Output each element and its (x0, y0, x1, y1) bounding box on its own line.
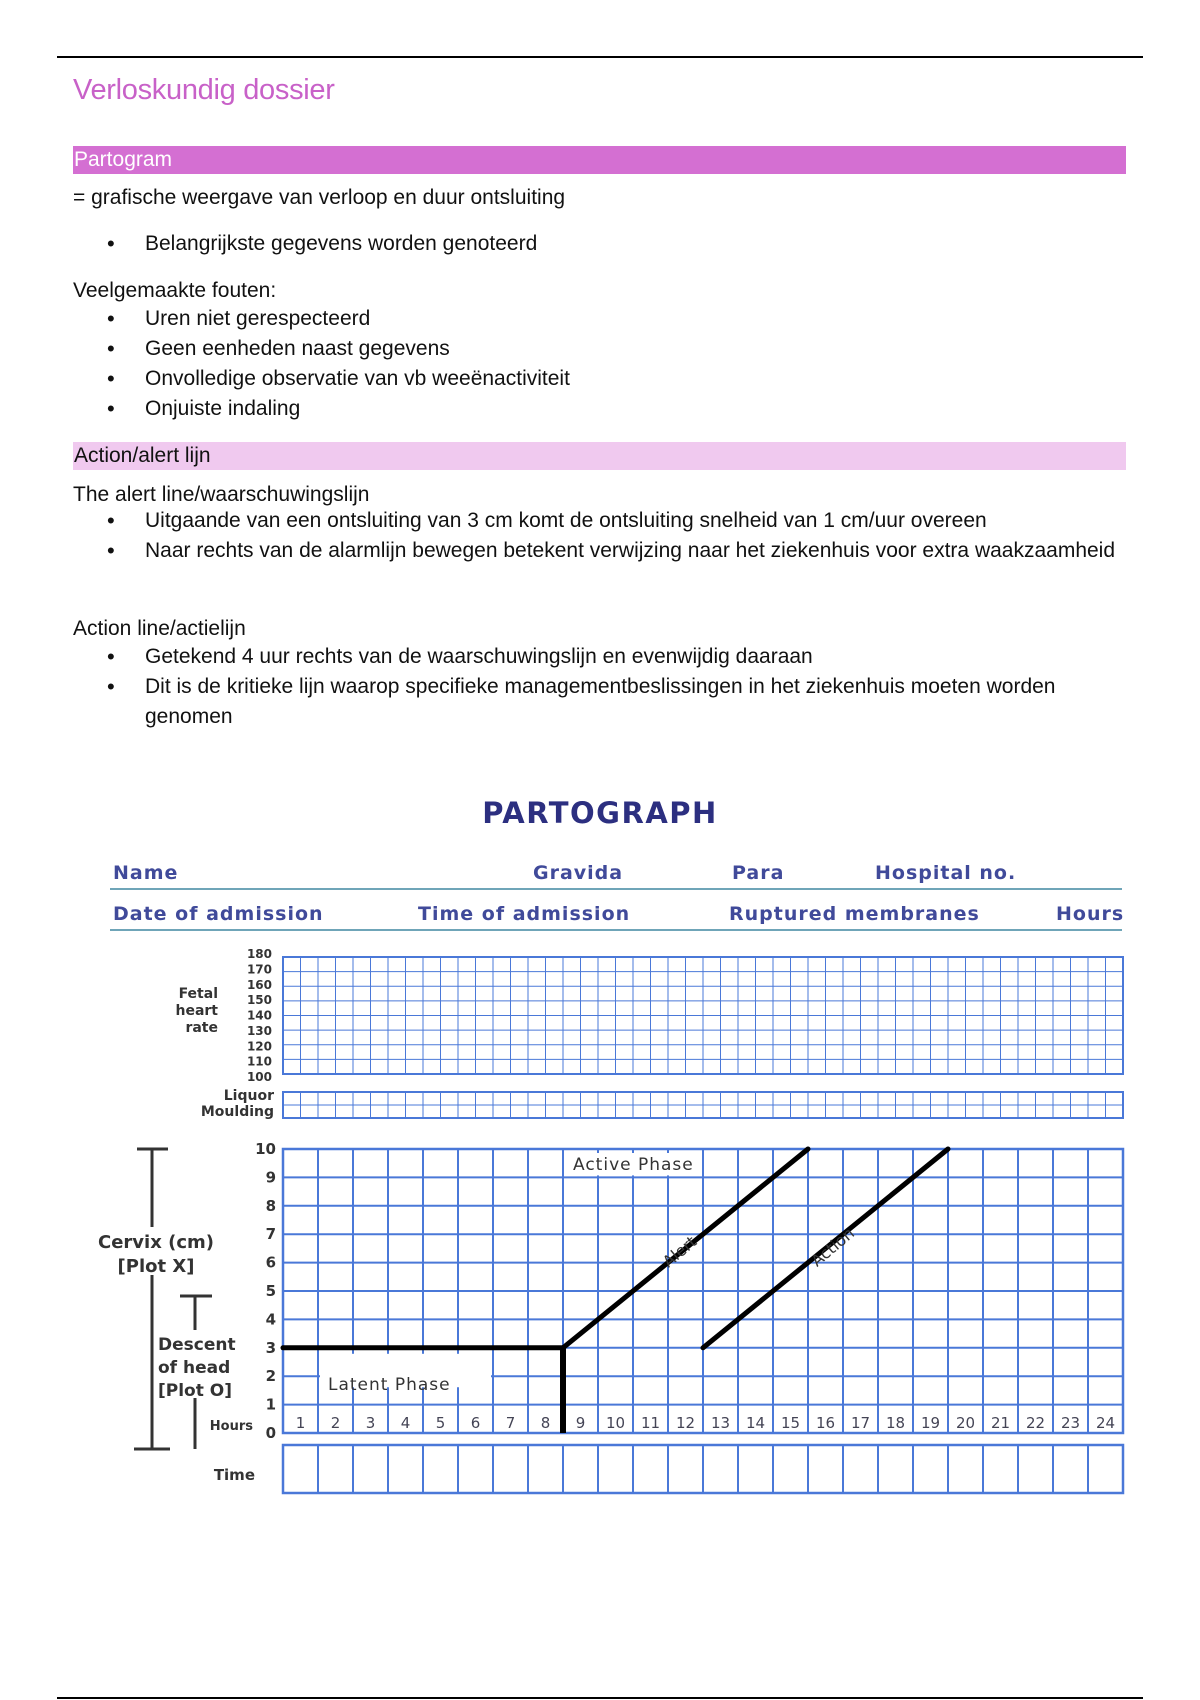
alert-line-label: Alert (658, 1232, 701, 1272)
fhr-tick-label: 120 (246, 1039, 272, 1054)
field-ruptured-membranes: Ruptured membranes (729, 903, 980, 925)
cervix-tick-label: 10 (255, 1140, 276, 1158)
hour-tick-label: 10 (605, 1414, 626, 1432)
hour-tick-label: 4 (400, 1414, 411, 1432)
descent-axis-label: of head (158, 1358, 231, 1378)
cervix-tick-label: 5 (265, 1282, 276, 1300)
hour-tick-label: 9 (575, 1414, 586, 1432)
hour-tick-label: 20 (955, 1414, 976, 1432)
hour-tick-label: 1 (295, 1414, 306, 1432)
cervix-tick-label: 3 (265, 1338, 276, 1357)
hour-tick-label: 11 (640, 1414, 661, 1432)
field-time-of-admission: Time of admission (418, 903, 631, 925)
list-item: • Belangrijkste gegevens worden genoteerd (73, 229, 1133, 259)
liquor-label: Liquor (223, 1088, 274, 1104)
partogram-definition: = grafische weergave van verloop en duur ontsluiting (73, 186, 566, 209)
cervix-tick-label: 9 (265, 1168, 276, 1187)
hour-tick-label: 2 (330, 1414, 341, 1432)
fhr-axis-label: Fetal (178, 986, 218, 1002)
errors-label: Veelgemaakte fouten: (73, 279, 277, 302)
descent-axis-label: Descent (158, 1335, 236, 1355)
list-item: • Dit is de kritieke lijn waarop specifieke managementbeslissingen in het ziekenhuis moeten worden genomen (73, 672, 1133, 732)
cervix-axis-label: Cervix (cm) (98, 1232, 214, 1253)
cervix-tick-label: 7 (265, 1225, 276, 1244)
fhr-axis-label: rate (185, 1020, 218, 1036)
document-title: Verloskundig dossier (73, 74, 335, 106)
list-item: • Onjuiste indaling (73, 394, 1133, 424)
hour-tick-label: 19 (920, 1414, 941, 1432)
fhr-tick-label: 110 (246, 1054, 272, 1069)
hour-tick-label: 22 (1025, 1414, 1046, 1432)
fhr-tick-label: 150 (246, 993, 272, 1008)
cervix-tick-label: 2 (265, 1367, 276, 1386)
fhr-tick-label: 160 (246, 977, 272, 992)
fhr-tick-label: 130 (246, 1023, 272, 1038)
partograph-title: PARTOGRAPH (482, 796, 718, 830)
hour-tick-label: 15 (780, 1414, 801, 1432)
hour-tick-label: 16 (815, 1414, 836, 1432)
active-phase-label: Active Phase (573, 1155, 694, 1176)
list-item: • Getekend 4 uur rechts van de waarschuwingslijn en evenwijdig daaraan (73, 642, 1133, 672)
list-item: • Uren niet gerespecteerd (73, 304, 1133, 334)
bottom-rule (57, 1697, 1143, 1699)
field-date-of-admission: Date of admission (113, 903, 324, 925)
cervix-tick-label: 8 (265, 1196, 276, 1215)
hour-tick-label: 7 (505, 1414, 516, 1432)
hour-tick-label: 6 (470, 1414, 481, 1432)
cervix-tick-label: 1 (265, 1395, 276, 1414)
field-gravida: Gravida (533, 862, 624, 884)
list-item: • Naar rechts van de alarmlijn bewegen betekent verwijzing naar het ziekenhuis voor extra waakzaamheid (73, 536, 1133, 566)
fhr-tick-label: 180 (246, 947, 272, 961)
hour-tick-label: 13 (710, 1414, 731, 1432)
field-name: Name (113, 862, 179, 884)
hour-tick-label: 18 (885, 1414, 906, 1432)
fhr-tick-label: 170 (246, 962, 272, 977)
action-line-label: Action (807, 1223, 858, 1271)
alert-line-label: The alert line/waarschuwingslijn (73, 483, 370, 506)
time-label: Time (213, 1466, 255, 1484)
cervix-tick-label: 4 (265, 1310, 276, 1329)
cervix-axis-label: [Plot X] (117, 1256, 195, 1277)
latent-phase-label: Latent Phase (328, 1375, 451, 1396)
moulding-label: Moulding (200, 1104, 274, 1120)
list-item: • Uitgaande van een ontsluiting van 3 cm komt de ontsluiting snelheid van 1 cm/uur overeen (73, 506, 1133, 536)
hour-tick-label: 12 (675, 1414, 696, 1432)
fhr-tick-label: 100 (246, 1070, 272, 1084)
hour-tick-label: 8 (540, 1414, 551, 1432)
list-item: • Onvolledige observatie van vb weeënactiviteit (73, 364, 1133, 394)
action-line-label: Action line/actielijn (73, 617, 246, 640)
field-hours: Hours (1056, 903, 1125, 925)
field-para: Para (732, 862, 785, 884)
list-item: • Geen eenheden naast gegevens (73, 334, 1133, 364)
hour-tick-label: 14 (745, 1414, 766, 1432)
hours-label: Hours (209, 1419, 253, 1434)
hour-tick-label: 5 (435, 1414, 446, 1432)
hour-tick-label: 21 (990, 1414, 1011, 1432)
hour-tick-label: 17 (850, 1414, 871, 1432)
section-heading-partogram: Partogram (73, 146, 1126, 174)
field-hospital-no: Hospital no. (875, 862, 1017, 884)
hour-tick-label: 23 (1060, 1414, 1081, 1432)
fhr-tick-label: 140 (246, 1008, 272, 1023)
section-heading-action-alert: Action/alert lijn (73, 442, 1126, 470)
hour-tick-label: 3 (365, 1414, 376, 1432)
cervix-tick-label: 6 (265, 1253, 276, 1272)
fhr-axis-label: heart (175, 1003, 218, 1019)
descent-axis-label: [Plot O] (158, 1381, 233, 1401)
hour-tick-label: 24 (1095, 1414, 1116, 1432)
cervix-tick-label: 0 (265, 1424, 276, 1442)
